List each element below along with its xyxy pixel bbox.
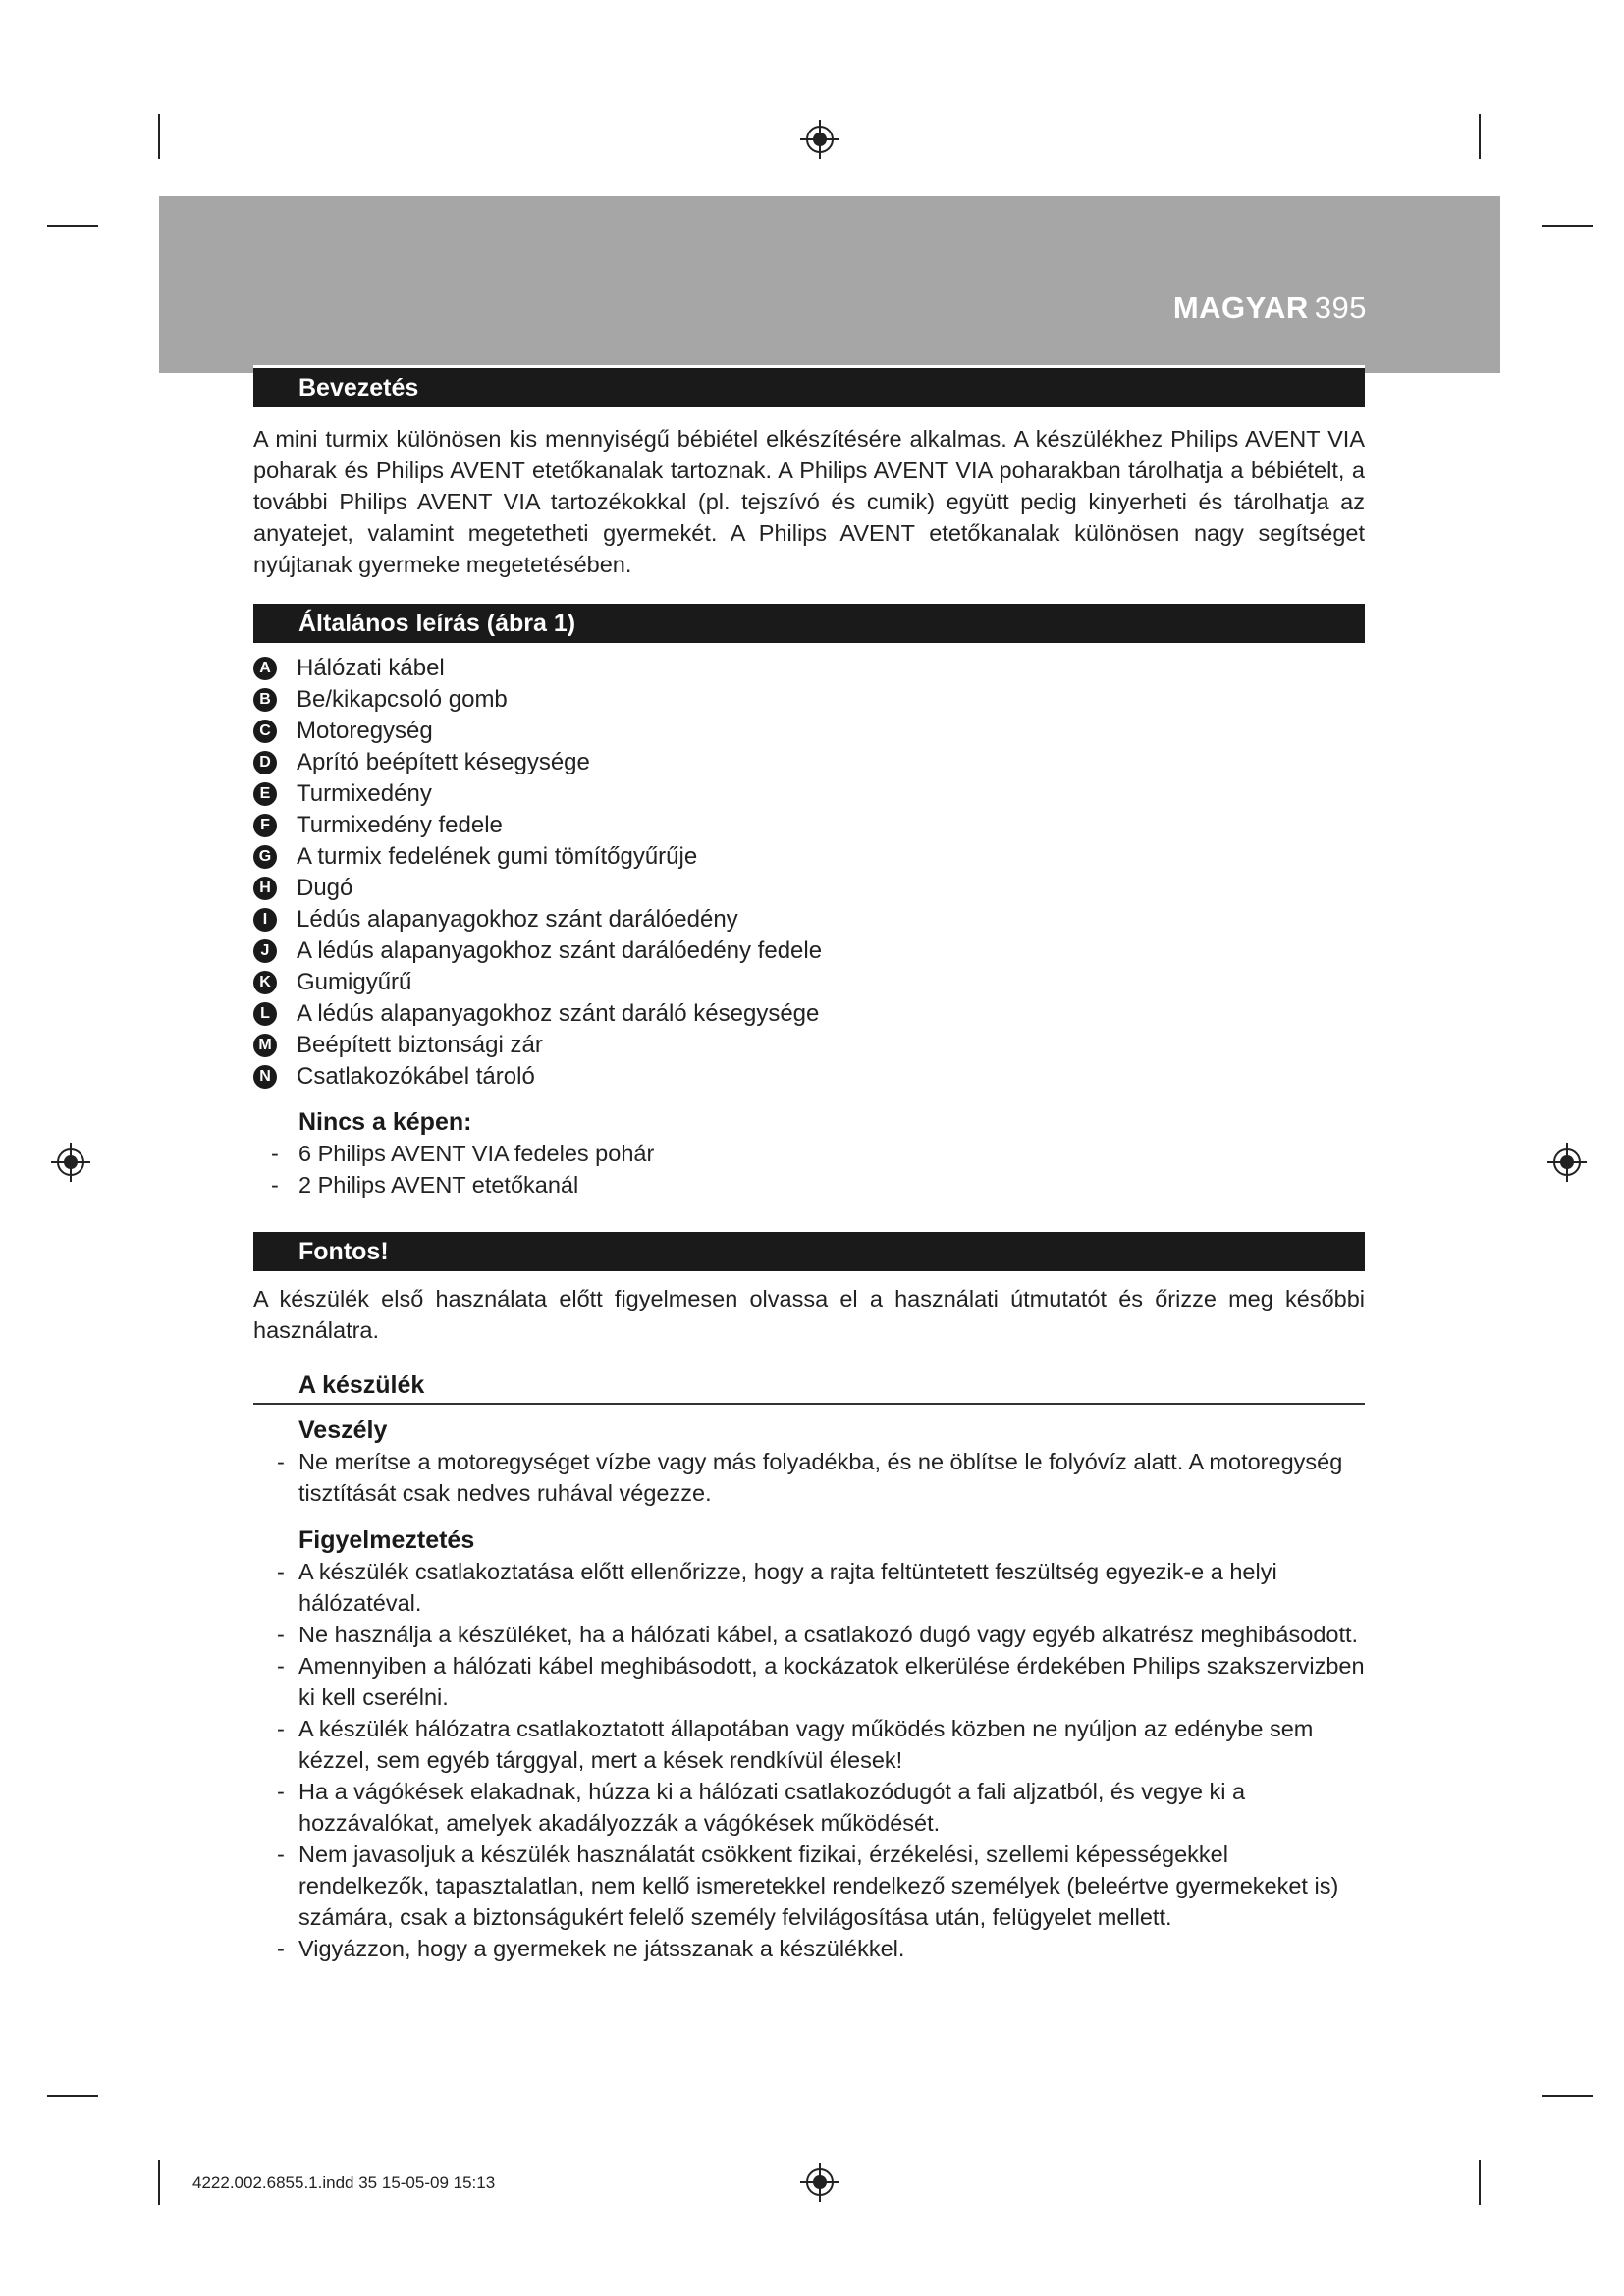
dash-marker: - bbox=[271, 1172, 279, 1198]
part-label: A lédús alapanyagokhoz szánt daráló késegysége bbox=[297, 1000, 820, 1027]
section-title-intro: Bevezetés bbox=[253, 368, 1365, 407]
letter-badge-icon: J bbox=[253, 939, 277, 963]
danger-list bbox=[253, 1446, 1365, 1509]
header-band bbox=[159, 196, 1500, 373]
list-item-text: 2 Philips AVENT etetőkanál bbox=[298, 1172, 579, 1198]
part-label: A turmix fedelének gumi tömítőgyűrűje bbox=[297, 843, 698, 870]
dash-marker: - bbox=[277, 1622, 285, 1647]
part-item bbox=[253, 841, 1365, 873]
list-item bbox=[253, 1138, 1365, 1169]
crop-mark-top-right-vertical bbox=[1479, 114, 1481, 159]
list-item bbox=[253, 1776, 1365, 1839]
letter-badge-icon: M bbox=[253, 1034, 277, 1057]
important-paragraph: A készülék első használata előtt figyelmesen olvassa el a használati útmutatót és őrizze meg későbbi használatra. bbox=[253, 1286, 1365, 1343]
danger-heading: Veszély bbox=[298, 1416, 388, 1444]
crop-mark-bottom-right-horizontal bbox=[1542, 2095, 1593, 2097]
parts-list bbox=[253, 653, 1365, 1093]
letter-badge-icon: L bbox=[253, 1002, 277, 1026]
part-label: Csatlakozókábel tároló bbox=[297, 1063, 535, 1090]
list-item bbox=[253, 1556, 1365, 1619]
dash-marker: - bbox=[277, 1716, 285, 1741]
list-item bbox=[253, 1446, 1365, 1509]
dash-marker: - bbox=[271, 1141, 279, 1166]
part-item bbox=[253, 1061, 1365, 1093]
dash-marker: - bbox=[277, 1449, 285, 1474]
letter-badge-icon: K bbox=[253, 971, 277, 994]
part-label: Turmixedény fedele bbox=[297, 812, 503, 838]
section-important bbox=[253, 1232, 1365, 1964]
page-number: 395 bbox=[1314, 291, 1367, 325]
footer-print-info bbox=[192, 2173, 495, 2193]
warning-heading: Figyelmeztetés bbox=[298, 1526, 475, 1554]
crop-mark-bottom-left-vertical bbox=[158, 2160, 160, 2205]
part-item bbox=[253, 873, 1365, 904]
list-item-text: A készülék csatlakoztatása előtt ellenőrizze, hogy a rajta feltüntetett feszültség egyezik-e a helyi hálózatéval. bbox=[298, 1559, 1277, 1616]
list-item-text: 6 Philips AVENT VIA fedeles pohár bbox=[298, 1141, 655, 1166]
letter-badge-icon: F bbox=[253, 814, 277, 837]
part-item bbox=[253, 967, 1365, 998]
list-item bbox=[253, 1713, 1365, 1776]
list-item bbox=[253, 1933, 1365, 1964]
letter-badge-icon: N bbox=[253, 1065, 277, 1089]
list-item-text: Ha a vágókések elakadnak, húzza ki a hálózati csatlakozódugót a fali aljzatból, és vegye ki a hozzávalókat, amelyek akadályozzák a vágókések működését. bbox=[298, 1779, 1246, 1836]
part-item bbox=[253, 778, 1365, 810]
letter-badge-icon: D bbox=[253, 751, 277, 774]
header-language: MAGYAR bbox=[1172, 291, 1309, 325]
part-item bbox=[253, 684, 1365, 716]
part-label: Be/kikapcsoló gomb bbox=[297, 686, 508, 713]
page-header bbox=[1173, 291, 1367, 326]
section-intro bbox=[253, 368, 1365, 580]
part-label: Lédús alapanyagokhoz szánt darálóedény bbox=[297, 906, 738, 933]
footer-date: 15-05-09 15:13 bbox=[381, 2173, 496, 2192]
letter-badge-icon: C bbox=[253, 720, 277, 743]
not-shown-list bbox=[253, 1138, 1365, 1201]
list-item-text: A készülék hálózatra csatlakoztatott állapotában vagy működés közben ne nyúljon az edénybe sem kézzel, sem egyéb tárggyal, mert a kések rendkívül élesek! bbox=[298, 1716, 1314, 1773]
letter-badge-icon: G bbox=[253, 845, 277, 869]
section-general-description bbox=[253, 604, 1365, 1201]
list-item bbox=[253, 1839, 1365, 1933]
list-item-text: Amennyiben a hálózati kábel meghibásodott, a kockázatok elkerülése érdekében Philips szakszervizben ki kell cserélni. bbox=[298, 1653, 1365, 1710]
letter-badge-icon: A bbox=[253, 657, 277, 680]
registration-mark-icon bbox=[51, 1143, 90, 1182]
dash-marker: - bbox=[277, 1936, 285, 1961]
part-item bbox=[253, 716, 1365, 747]
crop-mark-top-left-vertical bbox=[158, 114, 160, 159]
part-label: Aprító beépített késegysége bbox=[297, 749, 590, 775]
dash-marker: - bbox=[277, 1653, 285, 1679]
dash-marker: - bbox=[277, 1559, 285, 1584]
letter-badge-icon: B bbox=[253, 688, 277, 712]
part-label: A lédús alapanyagokhoz szánt darálóedény fedele bbox=[297, 937, 823, 964]
dash-marker: - bbox=[277, 1842, 285, 1867]
part-item bbox=[253, 904, 1365, 935]
part-item bbox=[253, 998, 1365, 1030]
registration-mark-icon bbox=[1547, 1143, 1587, 1182]
part-label: Motoregység bbox=[297, 718, 433, 744]
footer-file-info: 4222.002.6855.1.indd 35 bbox=[192, 2173, 378, 2192]
crop-mark-top-right-horizontal bbox=[1542, 225, 1593, 227]
letter-badge-icon: H bbox=[253, 877, 277, 900]
crop-mark-top-left-horizontal bbox=[47, 225, 98, 227]
list-item bbox=[253, 1619, 1365, 1650]
list-item-text: Ne merítse a motoregységet vízbe vagy más folyadékba, és ne öblítse le folyóvíz alatt. A motoregység tisztítását csak nedves ruhával végezze. bbox=[298, 1449, 1343, 1506]
part-item bbox=[253, 1030, 1365, 1061]
letter-badge-icon: I bbox=[253, 908, 277, 932]
section-title-important: Fontos! bbox=[253, 1232, 1365, 1271]
part-label: Turmixedény bbox=[297, 780, 432, 807]
list-item-text: Ne használja a készüléket, ha a hálózati kábel, a csatlakozó dugó vagy egyéb alkatrész meghibásodott. bbox=[298, 1622, 1359, 1647]
part-label: Gumigyűrű bbox=[297, 969, 412, 995]
crop-mark-bottom-left-horizontal bbox=[47, 2095, 98, 2097]
warning-list bbox=[253, 1556, 1365, 1964]
list-item-text: Vigyázzon, hogy a gyermekek ne játsszanak a készülékkel. bbox=[298, 1936, 905, 1961]
intro-paragraph: A mini turmix különösen kis mennyiségű bébiétel elkészítésére alkalmas. A készülékhez Philips AVENT VIA poharak és Philips AVENT etetőkanalak tartoznak. A Philips AVENT VIA poharakban tárolhatja a bébiételt, a további Philips AVENT VIA tartozékokkal (pl. tejszívó és cumik) együtt pedig kinyerheti és tárolhatja az anyatejet, valamint megetetheti gyermekét. A Philips AVENT etetőkanalak különösen nagy segítséget nyújtanak gyermeke megetetésében. bbox=[253, 426, 1365, 577]
dash-marker: - bbox=[277, 1779, 285, 1804]
not-shown-heading: Nincs a képen: bbox=[298, 1108, 472, 1136]
part-label: Beépített biztonsági zár bbox=[297, 1032, 543, 1058]
letter-badge-icon: E bbox=[253, 782, 277, 806]
part-item bbox=[253, 935, 1365, 967]
part-item bbox=[253, 810, 1365, 841]
registration-mark-icon bbox=[800, 2163, 839, 2202]
part-label: Hálózati kábel bbox=[297, 655, 445, 681]
part-label: Dugó bbox=[297, 875, 353, 901]
list-item bbox=[253, 1169, 1365, 1201]
list-item-text: Nem javasoljuk a készülék használatát csökkent fizikai, érzékelési, szellemi képességekkel rendelkezők, tapasztalatlan, nem kellő ismeretekkel rendelkező személyek (beleértve gyermekeket is) számára, csak a biztonságukért felelő személy felvilágosítása után, felügyelet mellett. bbox=[298, 1842, 1339, 1930]
list-item bbox=[253, 1650, 1365, 1713]
section-title-general: Általános leírás (ábra 1) bbox=[253, 604, 1365, 643]
crop-mark-bottom-right-vertical bbox=[1479, 2160, 1481, 2205]
device-subsection-heading: A készülék bbox=[253, 1369, 1365, 1405]
part-item bbox=[253, 747, 1365, 778]
registration-mark-icon bbox=[800, 120, 839, 159]
part-item bbox=[253, 653, 1365, 684]
